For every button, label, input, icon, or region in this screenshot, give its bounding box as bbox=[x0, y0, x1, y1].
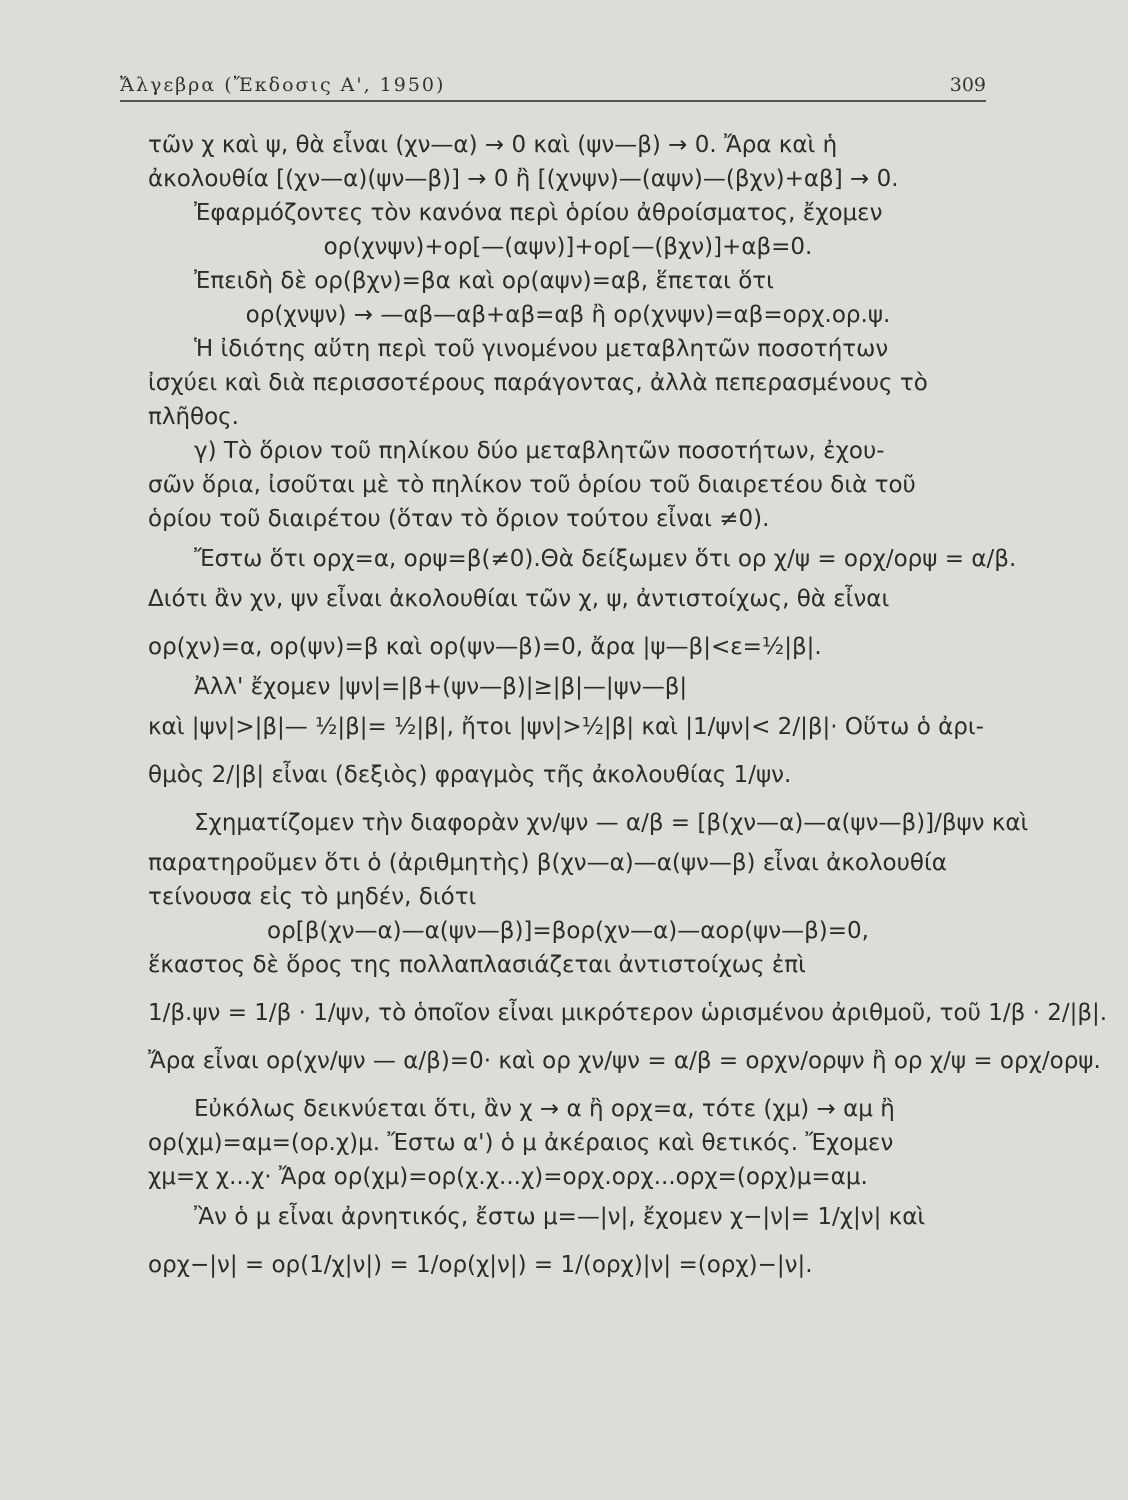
text-line: γ) Τὸ ὅριον τοῦ πηλίκου δύο μεταβλητῶν ποσοτήτων, ἐχου- bbox=[194, 438, 885, 464]
text-line: Ἂν ὁ μ εἶναι ἀρνητικός, ἔστω μ=—|ν|, ἔχομεν χ−|ν|= 1/χ|ν| καὶ bbox=[194, 1204, 926, 1230]
header-title: Ἄλγεβρα (Ἔκδοσις Α', 1950) bbox=[120, 74, 446, 96]
text-line: ὁρίου τοῦ διαιρέτου (ὅταν τὸ ὅριον τούτου εἶναι ≠0). bbox=[148, 506, 770, 532]
page-number: 309 bbox=[949, 74, 986, 96]
page-body bbox=[148, 128, 1108, 1282]
text-line: Ἐφαρμόζοντες τὸν κανόνα περὶ ὁρίου ἀθροίσματος, ἔχομεν bbox=[194, 200, 883, 226]
text-line: καὶ |ψν|>|β|— ½|β|= ½|β|, ἤτοι |ψν|>½|β| καὶ |1/ψν|< 2/|β|· Οὕτω ὁ ἀρι- bbox=[148, 714, 984, 740]
text-line: ἕκαστος δὲ ὅρος της πολλαπλασιάζεται ἀντιστοίχως ἐπὶ bbox=[148, 952, 806, 978]
text-line: Ἐπειδὴ δὲ ορ(βχν)=βα καὶ ορ(αψν)=αβ, ἕπεται ὅτι bbox=[194, 268, 774, 294]
text-line: Ἄρα εἶναι ορ(χν/ψν — α/β)=0· καὶ ορ χν/ψν = α/β = ορχν/ορψν ἢ ορ χ/ψ = ορχ/ορψ. bbox=[148, 1048, 1101, 1074]
formula-line: ορ(χνψν)+ορ[—(αψν)]+ορ[—(βχν)]+αβ=0. bbox=[323, 234, 813, 260]
text-line: πλῆθος. bbox=[148, 404, 239, 430]
formula-line: ορχ−|ν| = ορ(1/χ|ν|) = 1/ορ(χ|ν|) = 1/(ορχ)|ν| =(ορχ)−|ν|. bbox=[148, 1252, 813, 1278]
text-line: Εὐκόλως δεικνύεται ὅτι, ἂν χ → α ἢ ορχ=α, τότε (χμ) → αμ ἢ bbox=[194, 1096, 895, 1122]
header-rule bbox=[120, 100, 986, 102]
formula-line: ορ[β(χν—α)—α(ψν—β)]=βορ(χν—α)—αορ(ψν—β)=0, bbox=[267, 918, 869, 944]
text-line: Διότι ἂν χν, ψν εἶναι ἀκολουθίαι τῶν χ, ψ, ἀντιστοίχως, θὰ εἶναι bbox=[148, 586, 890, 612]
text-line: τῶν χ καὶ ψ, θὰ εἶναι (χν—α) → 0 καὶ (ψν—β) → 0. Ἄρα καὶ ἡ bbox=[148, 132, 838, 158]
text-line: ορ(χμ)=αμ=(ορ.χ)μ. Ἔστω α') ὁ μ ἀκέραιος καὶ θετικός. Ἔχομεν bbox=[148, 1130, 894, 1156]
text-line: Ἀλλ' ἔχομεν |ψν|=|β+(ψν—β)|≥|β|—|ψν—β| bbox=[194, 674, 688, 700]
running-header bbox=[120, 74, 986, 100]
text-line: Ἡ ἰδιότης αὕτη περὶ τοῦ γινομένου μεταβλητῶν ποσοτήτων bbox=[194, 336, 889, 362]
text-line: Ἔστω ὅτι ορχ=α, ορψ=β(≠0).Θὰ δείξωμεν ὅτι ορ χ/ψ = ορχ/ορψ = α/β. bbox=[194, 546, 1017, 572]
text-line: ἀκολουθία [(χν—α)(ψν—β)] → 0 ἢ [(χνψν)—(αψν)—(βχν)+αβ] → 0. bbox=[148, 166, 899, 192]
text-line: θμὸς 2/|β| εἶναι (δεξιὸς) φραγμὸς τῆς ἀκολουθίας 1/ψν. bbox=[148, 762, 792, 788]
text-line: Σχηματίζομεν τὴν διαφορὰν χν/ψν — α/β = [β(χν—α)—α(ψν—β)]/βψν καὶ bbox=[194, 810, 1029, 836]
text-line: παρατηροῦμεν ὅτι ὁ (ἀριθμητὴς) β(χν—α)—α(ψν—β) εἶναι ἀκολουθία bbox=[148, 850, 947, 876]
text-line: σῶν ὅρια, ἰσοῦται μὲ τὸ πηλίκον τοῦ ὁρίου τοῦ διαιρετέου διὰ τοῦ bbox=[148, 472, 916, 498]
text-line: τείνουσα εἰς τὸ μηδέν, διότι bbox=[148, 884, 477, 910]
text-line: 1/β.ψν = 1/β · 1/ψν, τὸ ὁποῖον εἶναι μικρότερον ὡρισμένου ἀριθμοῦ, τοῦ 1/β · 2/|β|. bbox=[148, 1000, 1108, 1026]
formula-line: ορ(χνψν) → —αβ—αβ+αβ=αβ ἢ ορ(χνψν)=αβ=ορχ.ορ.ψ. bbox=[245, 302, 891, 328]
text-line: ἰσχύει καὶ διὰ περισσοτέρους παράγοντας, ἀλλὰ πεπερασμένους τὸ bbox=[148, 370, 928, 396]
text-line: χμ=χ χ...χ· Ἄρα ορ(χμ)=ορ(χ.χ...χ)=ορχ.ορχ...ορχ=(ορχ)μ=αμ. bbox=[148, 1164, 868, 1190]
formula-line: ορ(χν)=α, ορ(ψν)=β καὶ ορ(ψν—β)=0, ἄρα |ψ—β|<ε=½|β|. bbox=[148, 634, 822, 660]
